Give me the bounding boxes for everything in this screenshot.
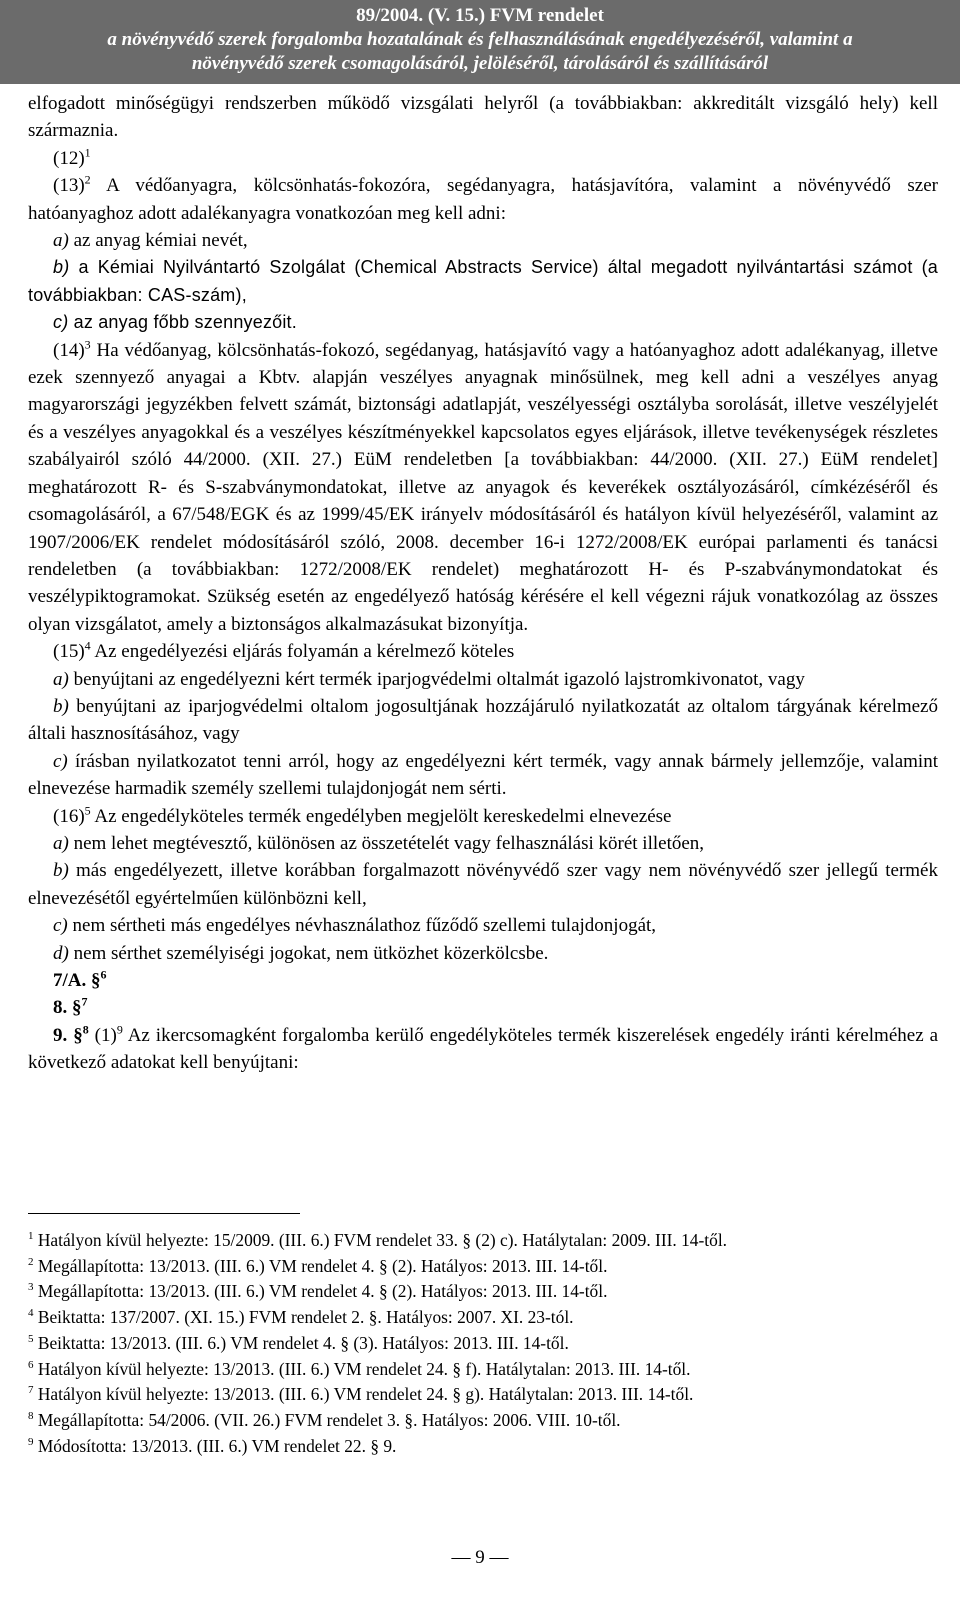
footnote-divider xyxy=(28,1213,300,1214)
point-16b xyxy=(28,857,938,912)
point-text: benyújtani az iparjogvédelmi oltalom jogosultjának hozzájáruló nyilatkozatát az oltalom tárgyának kérelmező általi hasznosításához, vagy xyxy=(28,695,938,745)
footnote-item xyxy=(28,1408,938,1434)
paragraph-16 xyxy=(28,803,938,830)
footnote-number: 1 xyxy=(28,1230,34,1243)
footnote-text: Megállapította: 54/2006. (VII. 26.) FVM rendelet 3. §. Hatályos: 2006. VIII. 10-től. xyxy=(33,1409,621,1430)
section-9 xyxy=(28,1022,938,1077)
paragraph-number: (1) xyxy=(88,1024,117,1046)
point-13b xyxy=(28,254,938,309)
point-label: b) xyxy=(53,695,69,717)
footnote-ref[interactable]: 6 xyxy=(100,967,107,982)
point-16c xyxy=(28,912,938,939)
footnote-item xyxy=(28,1254,938,1280)
paragraph-text: Ha védőanyag, kölcsönhatás-fokozó, segédanyag, hatásjavító vagy a hatóanyaghoz adott adalékanyag, illetve ezek szennyező anyagai a Kbtv. alapján veszélyes anyagnak minősülnek, meg kell adni a veszélyes anyag magyarországi jegyzékben felvett számát, biztonsági adatlapját, veszélyességi osztályba sorolását, illetve veszélyjelét és a veszélyes anyagokkal és a veszélyes készítményekkel kapcsolatos egyes eljárások, illetve tevékenységek részletes szabályairól szóló 44/2000. (XII. 27.) EüM rendeletben [a továbbiakban: 44/2000. (XII. 27.) EüM rendelet] meghatározott R- és S-szabványmondatokat, illetve az anyagok és keverékek osztályozásáról, címkézéséről és csomagolásáról, a 67/548/EGK és az 1999/45/EK irányelv módosításáról és hatályon kívül helyezéséről, valamint az 1907/2006/EK rendelet módosításáról szóló, 2008. december 16-i 1272/2008/EK európai parlamenti és tanácsi rendeletben (a továbbiakban: 1272/2008/EK rendelet) meghatározott H- és P-szabványmondatokat és veszélypiktogramokat. Szükség esetén az engedélyező hatóság kérésére el kell végezni rájuk vonatkozólag az összes olyan vizsgálatot, amely a biztonságos alkalmazásukat bizonyítja. xyxy=(28,339,938,635)
point-13c xyxy=(28,309,938,336)
point-label: b) xyxy=(53,257,70,278)
footnote-number: 9 xyxy=(28,1435,34,1448)
footnote-text: Hatályon kívül helyezte: 13/2013. (III. 6.) VM rendelet 24. § g). Hatálytalan: 2013. III. 14-től. xyxy=(33,1384,694,1405)
footnote-number: 4 xyxy=(28,1307,34,1320)
footnote-number: 6 xyxy=(28,1358,34,1371)
footnote-item xyxy=(28,1382,938,1408)
paragraph-text: Az engedélyköteles termék engedélyben megjelölt kereskedelmi elnevezése xyxy=(90,805,672,827)
paragraph-13 xyxy=(28,172,938,227)
paragraph-number: (14) xyxy=(53,339,85,361)
section-label: 8. § xyxy=(53,997,82,1019)
footnote-text: Megállapította: 13/2013. (III. 6.) VM rendelet 4. § (2). Hatályos: 2013. III. 14-től. xyxy=(33,1255,608,1276)
point-text: nem lehet megtévesztő, különösen az összetételét vagy felhasználási körét illetően, xyxy=(68,832,705,854)
header-subtitle-line1: a növényvédő szerek forgalomba hozatalának és felhasználásának engedélyezéséről, valamint a xyxy=(107,29,853,50)
footnote-item xyxy=(28,1331,938,1357)
footnotes xyxy=(28,1228,938,1459)
footnote-ref[interactable]: 9 xyxy=(116,1022,123,1037)
paragraph-15 xyxy=(28,638,938,665)
footnote-ref[interactable]: 2 xyxy=(84,172,91,187)
point-label: a) xyxy=(53,230,69,252)
page-number: — 9 — xyxy=(451,1547,509,1568)
page-header xyxy=(0,0,960,84)
paragraph-14 xyxy=(28,337,938,638)
footnote-number: 3 xyxy=(28,1281,34,1294)
paragraph-12 xyxy=(28,145,938,172)
point-15b xyxy=(28,693,938,748)
header-subtitle-line2: növényvédő szerek csomagolásáról, jelöléséről, tárolásáról és szállításáról xyxy=(191,53,769,74)
section-7a-heading xyxy=(28,967,938,994)
footnote-ref[interactable]: 5 xyxy=(84,803,91,818)
footnote-ref[interactable]: 7 xyxy=(81,995,88,1010)
footnote-item xyxy=(28,1357,938,1383)
paragraph-number: (16) xyxy=(53,805,85,827)
footnote-text: Beiktatta: 137/2007. (XI. 15.) FVM rendelet 2. §. Hatályos: 2007. XI. 23-tól. xyxy=(33,1307,574,1328)
paragraph-continuation: elfogadott minőségügyi rendszerben működő vizsgálati helyről (a továbbiakban: akkreditált vizsgáló hely) kell származnia. xyxy=(28,93,938,142)
footnote-text: Hatályon kívül helyezte: 13/2013. (III. 6.) VM rendelet 24. § f). Hatálytalan: 2013. III. 14-től. xyxy=(33,1358,691,1379)
point-label: a) xyxy=(53,832,69,854)
point-text: írásban nyilatkozatot tenni arról, hogy az engedélyezni kért termék, vagy annak bármely jellemzője, valamint elnevezése harmadik személy szellemi tulajdonjogát nem sérti. xyxy=(28,750,938,800)
point-label: c) xyxy=(53,312,69,333)
point-16a xyxy=(28,830,938,857)
section-label: 9. § xyxy=(53,1024,83,1046)
footnote-number: 8 xyxy=(28,1410,34,1423)
point-13a xyxy=(28,227,938,254)
footnote-ref[interactable]: 1 xyxy=(84,145,91,160)
point-text: más engedélyezett, illetve korábban forgalmazott növényvédő szer vagy nem növényvédő szer jellegű termék elnevezésétől egyértelműen különbözni kell, xyxy=(28,860,938,909)
footnote-text: Hatályon kívül helyezte: 15/2009. (III. 6.) FVM rendelet 33. § (2) c). Hatálytalan: 2009. III. 14-től. xyxy=(33,1230,728,1250)
point-16d xyxy=(28,940,938,967)
point-label: d) xyxy=(53,942,69,964)
section-label: 7/A. § xyxy=(53,970,101,991)
paragraph-number: (13) xyxy=(53,175,85,197)
paragraph-number: (12) xyxy=(53,147,85,169)
header-title: 89/2004. (V. 15.) FVM rendelet xyxy=(356,5,604,26)
point-label: c) xyxy=(53,750,68,772)
point-label: b) xyxy=(53,860,69,882)
footnote-number: 2 xyxy=(28,1255,34,1268)
paragraph-text: Az engedélyezési eljárás folyamán a kérelmező köteles xyxy=(90,641,515,663)
point-15a xyxy=(28,666,938,693)
section-8-heading xyxy=(28,994,938,1021)
footnote-item xyxy=(28,1228,938,1254)
footnote-number: 7 xyxy=(28,1384,34,1397)
point-15c xyxy=(28,748,938,803)
footnote-item xyxy=(28,1305,938,1331)
footnote-ref[interactable]: 3 xyxy=(84,337,91,352)
footnote-text: Megállapította: 13/2013. (III. 6.) VM rendelet 4. § (2). Hatályos: 2013. III. 14-től. xyxy=(33,1281,608,1302)
point-text: nem sérthet személyiségi jogokat, nem ütközhet közerkölcsbe. xyxy=(68,942,549,964)
document-body xyxy=(28,90,938,1077)
footnote-item xyxy=(28,1434,938,1460)
point-text: nem sértheti más engedélyes névhasználathoz fűződő szellemi tulajdonjogát, xyxy=(67,915,657,937)
point-label: a) xyxy=(53,668,69,690)
point-text: benyújtani az engedélyezni kért termék iparjogvédelmi oltalmát igazoló lajstromkivonatot, vagy xyxy=(68,668,805,690)
paragraph-number: (15) xyxy=(53,641,85,663)
footnote-number: 5 xyxy=(28,1333,34,1346)
footnote-text: Módosította: 13/2013. (III. 6.) VM rendelet 22. § 9. xyxy=(33,1435,397,1456)
point-text: a Kémiai Nyilvántartó Szolgálat (Chemical Abstracts Service) által megadott nyilvántartási számot (a továbbiakban: CAS-szám), xyxy=(28,257,938,305)
footnote-item xyxy=(28,1279,938,1305)
point-text: az anyag kémiai nevét, xyxy=(68,230,248,252)
paragraph-text: A védőanyagra, kölcsönhatás-fokozóra, segédanyagra, hatásjavítóra, valamint a növényvédő szer hatóanyaghoz adott adalékanyagra vonatkozóan meg kell adni: xyxy=(28,175,938,224)
footnote-ref[interactable]: 8 xyxy=(82,1022,89,1037)
footnote-text: Beiktatta: 13/2013. (III. 6.) VM rendelet 4. § (3). Hatályos: 2013. III. 14-től. xyxy=(33,1332,569,1353)
footnote-ref[interactable]: 4 xyxy=(84,638,91,653)
point-label: c) xyxy=(53,915,68,937)
paragraph-text: Az ikercsomagként forgalomba kerülő engedélyköteles termék kiszerelések engedély iránti kérelméhez a következő adatokat kell benyújtani: xyxy=(28,1024,939,1074)
point-text: az anyag főbb szennyezőit. xyxy=(68,312,297,333)
